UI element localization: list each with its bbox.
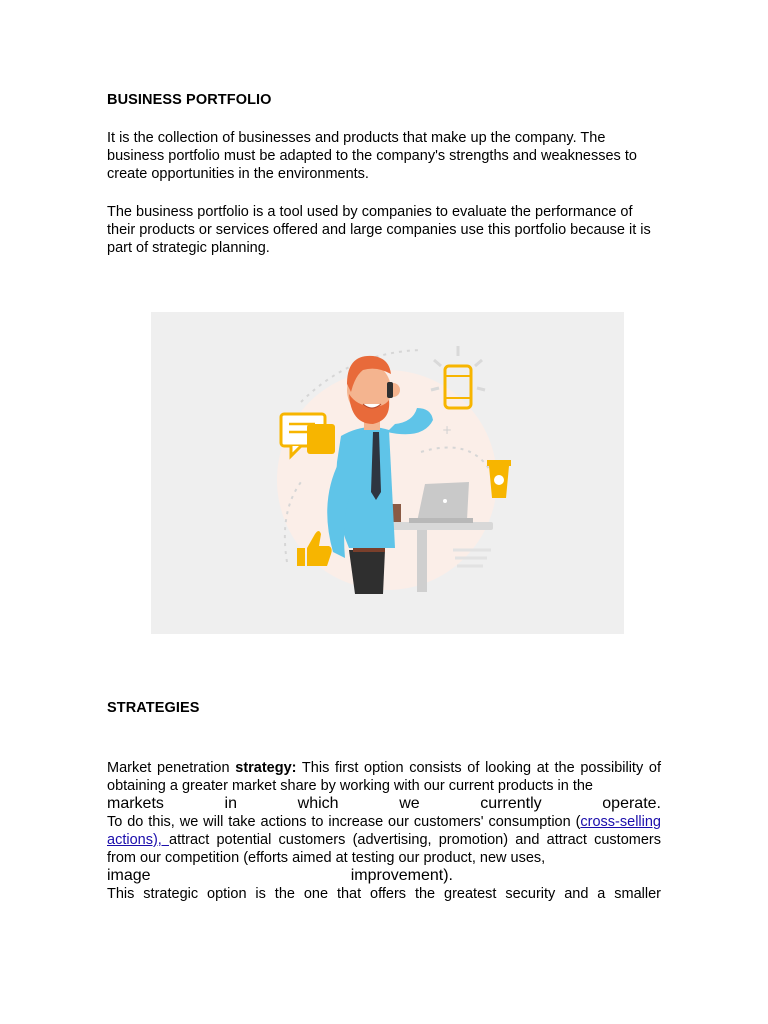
section-title-business-portfolio: BUSINESS PORTFOLIO [107, 92, 272, 108]
paragraph-portfolio-tool: The business portfolio is a tool used by companies to evaluate the performance of their products or services offered and large companies use this portfolio because it is part of strategic planning. [107, 204, 651, 256]
strategy-text-1: This first option consists of looking at the possibility of obtaining a greater market share by working with our current products in the [107, 760, 661, 794]
justified-row-image [107, 867, 661, 885]
row3-word: we [399, 795, 420, 812]
strategy-text-2: To do this, we will take actions to increase our customers' consumption ( [107, 814, 581, 830]
paragraph-portfolio-definition: It is the collection of businesses and products that make up the company. The business portfolio must be adapted to the company's strengths and weaknesses to create opportunities in the environments. [107, 130, 637, 182]
strategy-bold-label: strategy: [235, 760, 297, 776]
row-image-word: image [107, 867, 151, 884]
row3-word: which [297, 795, 339, 812]
paragraph-market-penetration [107, 759, 661, 903]
row3-word: markets [107, 795, 164, 812]
row3-word: operate. [602, 795, 661, 812]
strategy-text-3: attract potential customers (advertising, promotion) and attract customers from our competition (efforts aimed at testing our product, new uses, [107, 832, 661, 866]
row3-word: currently [480, 795, 542, 812]
cross-selling-link[interactable]: cross-selling actions), [107, 814, 661, 848]
section-title-strategies: STRATEGIES [107, 700, 200, 716]
row-image-word: improvement). [350, 867, 453, 884]
illustration-svg [151, 312, 624, 634]
sparkle-icon: + [442, 423, 453, 437]
business-illustration [151, 312, 624, 634]
strategy-security: This strategic option is the one that offers the greatest security and a smaller [107, 886, 661, 902]
strategy-actions [107, 813, 661, 867]
strategy-lead: Market penetration [107, 760, 236, 776]
row3-word: in [224, 795, 237, 812]
strategy-intro [107, 759, 661, 795]
justified-row-markets [107, 795, 661, 813]
